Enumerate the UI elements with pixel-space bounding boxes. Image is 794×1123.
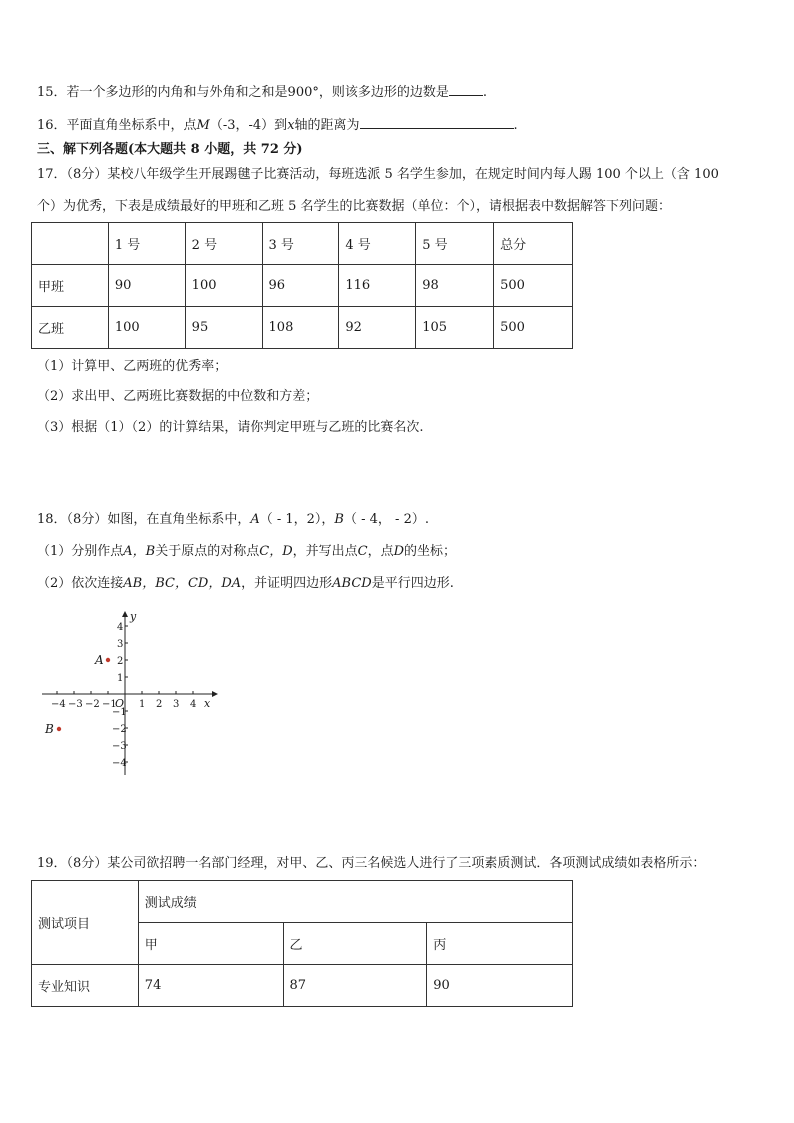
section-3-header: 三、解下列各题(本大题共 8 小题，共 72 分) bbox=[37, 142, 303, 157]
origin-label: O bbox=[115, 697, 125, 710]
q19-candidate-cell: 甲 bbox=[138, 923, 283, 965]
q18-sub1-mid2: ，并写出点 bbox=[292, 544, 358, 559]
q17-cell: 116 bbox=[339, 265, 416, 307]
q17-cell: 96 bbox=[262, 265, 339, 307]
q16-end: . bbox=[513, 118, 518, 133]
y-tick-label: 1 bbox=[117, 673, 124, 684]
point-a-dot bbox=[106, 658, 110, 662]
x-tick-label: −3 bbox=[68, 699, 83, 710]
q18-sub1-cd: C，D bbox=[259, 544, 293, 559]
q17-sub-2: （2）求出甲、乙两班比赛数据的中位数和方差； bbox=[37, 389, 319, 404]
x-tick-label: −4 bbox=[51, 699, 66, 710]
q17-cell: 乙班 bbox=[32, 307, 109, 349]
y-tick-label: −4 bbox=[112, 758, 127, 769]
q18-sub1-ab: A，B bbox=[123, 544, 156, 559]
q16-point: M bbox=[196, 118, 210, 133]
q17-header-cell: 3 号 bbox=[262, 223, 339, 265]
q17-cell: 92 bbox=[339, 307, 416, 349]
q18-sub1-mid: 关于原点的对称点 bbox=[155, 544, 260, 559]
q19-group-header: 测试成绩 bbox=[138, 881, 572, 923]
point-a-label: A bbox=[95, 653, 104, 667]
q17-header-cell: 2 号 bbox=[185, 223, 262, 265]
q19-cell: 90 bbox=[427, 965, 573, 1007]
q19-candidate-cell: 丙 bbox=[427, 923, 573, 965]
q18-sub2-post: 是平行四边形. bbox=[371, 576, 454, 591]
table-row bbox=[32, 881, 573, 923]
q19-cell: 87 bbox=[283, 965, 427, 1007]
y-axis-label: y bbox=[130, 610, 137, 623]
q18-b-coords: （ - 4， - 2）. bbox=[343, 512, 429, 527]
q19-cell: 74 bbox=[138, 965, 283, 1007]
q18-a: A bbox=[250, 512, 260, 527]
q17-header-cell: 5 号 bbox=[416, 223, 494, 265]
q18-pre: 18．（8分）如图，在直角坐标系中， bbox=[37, 512, 251, 527]
point-b-dot bbox=[57, 727, 61, 731]
q18-sub1-mid3: ，点 bbox=[367, 544, 394, 559]
q17-header-cell: 1 号 bbox=[108, 223, 185, 265]
q18-sub2-segs: AB，BC，CD，DA bbox=[123, 576, 242, 591]
q17-line-1: 17．（8分）某校八年级学生开展踢毽子比赛活动，每班选派 5 名学生参加，在规定时间内每人踢 100 个以上（含 100 bbox=[37, 167, 719, 182]
q19-cell: 专业知识 bbox=[32, 965, 139, 1007]
y-tick-label: −2 bbox=[112, 724, 127, 735]
y-tick-label: −3 bbox=[112, 741, 127, 752]
x-tick-label: 3 bbox=[173, 699, 180, 710]
table-row bbox=[32, 965, 573, 1007]
q19-line-1: 19．（8分）某公司欲招聘一名部门经理，对甲、乙、丙三名候选人进行了三项素质测试．各项测试成绩如表格所示： bbox=[37, 856, 706, 871]
q17-cell: 90 bbox=[108, 265, 185, 307]
q18-sub1-pre: （1）分别作点 bbox=[37, 544, 124, 559]
q17-cell: 100 bbox=[185, 265, 262, 307]
q18-sub1-post: 的坐标； bbox=[404, 544, 457, 559]
q17-cell: 500 bbox=[494, 265, 573, 307]
q15-text: 15．若一个多边形的内角和与外角和之和是900°，则该多边形的边数是 bbox=[37, 85, 449, 100]
q16-axis: x bbox=[287, 118, 295, 133]
q17-cell: 100 bbox=[108, 307, 185, 349]
x-tick-label: −1 bbox=[102, 699, 117, 710]
q17-cell: 98 bbox=[416, 265, 494, 307]
q17-cell: 108 bbox=[262, 307, 339, 349]
q16-post: 轴的距离为 bbox=[294, 118, 360, 133]
y-tick-label: 4 bbox=[117, 622, 124, 633]
q19-col-header: 测试项目 bbox=[32, 881, 139, 965]
q17-header-cell: 总分 bbox=[494, 223, 573, 265]
q19-score-table bbox=[31, 880, 573, 1007]
q18-sub1-d: D bbox=[393, 544, 405, 559]
q17-cell: 500 bbox=[494, 307, 573, 349]
q17-cell: 95 bbox=[185, 307, 262, 349]
y-tick-label: 2 bbox=[117, 656, 124, 667]
q18-sub2-quad: ABCD bbox=[332, 576, 372, 591]
q16-pre: 16．平面直角坐标系中，点 bbox=[37, 118, 197, 133]
q18-sub2-pre: （2）依次连接 bbox=[37, 576, 124, 591]
q18-sub2-mid: ，并证明四边形 bbox=[241, 576, 333, 591]
x-tick-label: −2 bbox=[85, 699, 100, 710]
q17-header-cell: 4 号 bbox=[339, 223, 416, 265]
q17-sub-3: （3）根据（1）（2）的计算结果，请你判定甲班与乙班的比赛名次. bbox=[37, 420, 424, 435]
y-tick-label: −1 bbox=[112, 707, 127, 718]
x-tick-label: 2 bbox=[156, 699, 163, 710]
q17-cell: 105 bbox=[416, 307, 494, 349]
q17-cell: 甲班 bbox=[32, 265, 109, 307]
q17-line-2: 个）为优秀，下表是成绩最好的甲班和乙班 5 名学生的比赛数据（单位：个），请根据表中数据解答下列问题： bbox=[37, 199, 672, 214]
point-b-label: B bbox=[45, 722, 54, 736]
y-ticks bbox=[112, 622, 128, 769]
x-tick-label: 1 bbox=[139, 699, 146, 710]
q15-end: . bbox=[482, 85, 487, 100]
x-tick-label: 4 bbox=[190, 699, 197, 710]
x-axis-label: x bbox=[204, 697, 211, 710]
q17-sub-1: （1）计算甲、乙两班的优秀率； bbox=[37, 359, 228, 374]
y-tick-label: 3 bbox=[117, 639, 124, 650]
q16-coords: （-3，-4）到 bbox=[209, 118, 288, 133]
q18-a-coords: （ - 1，2）， bbox=[259, 512, 335, 527]
q18-b: B bbox=[334, 512, 344, 527]
q19-candidate-cell: 乙 bbox=[283, 923, 427, 965]
q18-sub1-c: C bbox=[357, 544, 368, 559]
